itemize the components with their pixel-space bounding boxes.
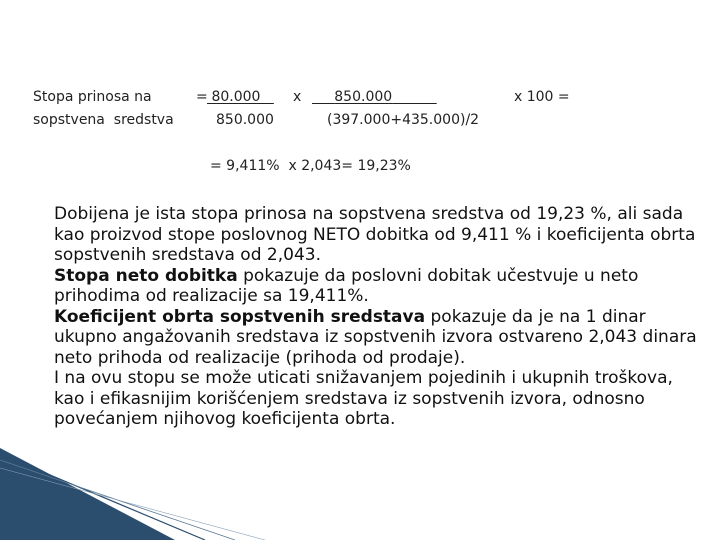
bullet-text: pokazuje da je na 1 dinar ukupno angažovanih sredstava iz sopstvenih izvora ostvareno 2,043 dinara neto prihoda od realizacije (prihoda od prodaje).: [54, 306, 697, 368]
decoration-wedge-dark: [0, 448, 175, 540]
formula-times-100: x 100 =: [514, 89, 570, 105]
formula-label-line1: Stopa prinosa na: [33, 89, 152, 105]
slide-corner-decoration: [0, 448, 720, 540]
fraction1-denominator: 850.000: [216, 112, 274, 128]
bullet-text: I na ovu stopu se može uticati snižavanjem pojedinih i ukupnih troškova, kao i efikasnijim korišćenjem sredstava iz sopstvenih izvora, odnosno povećanjem njihovog koeficijenta obrta.: [54, 368, 673, 429]
formula-equals: =: [196, 89, 208, 105]
bullet-item: [30, 204, 700, 266]
fraction2-denominator: (397.000+435.000)/2: [327, 112, 480, 128]
bullet-bold-term: Koeficijent obrta sopstvenih sredstava: [54, 306, 426, 327]
bullet-item: [30, 368, 700, 430]
formula-times: x: [293, 89, 302, 105]
formula-result: = 9,411% x 2,043= 19,23%: [210, 158, 411, 174]
bullet-text: pokazuje da poslovni dobitak učestvuje u neto prihodima od realizacije sa 19,411%.: [54, 265, 639, 306]
formula-label-line2: sopstvena sredstva: [33, 112, 174, 128]
bullet-list: [30, 204, 700, 430]
bullet-text: Dobijena je ista stopa prinosa na sopstvena sredstva od 19,23 %, ali sada kao proizvod stope poslovnog NETO dobitka od 9,411 % i koeficijenta obrta sopstvenih sredstava od 2,043.: [54, 204, 696, 265]
fraction1-numerator: 80.000: [211, 89, 261, 105]
fraction2-numerator: 850.000: [334, 89, 393, 105]
bullet-bold-term: Stopa neto dobitka: [54, 265, 238, 286]
bullet-item: [30, 266, 700, 307]
bullet-item: [30, 307, 700, 369]
